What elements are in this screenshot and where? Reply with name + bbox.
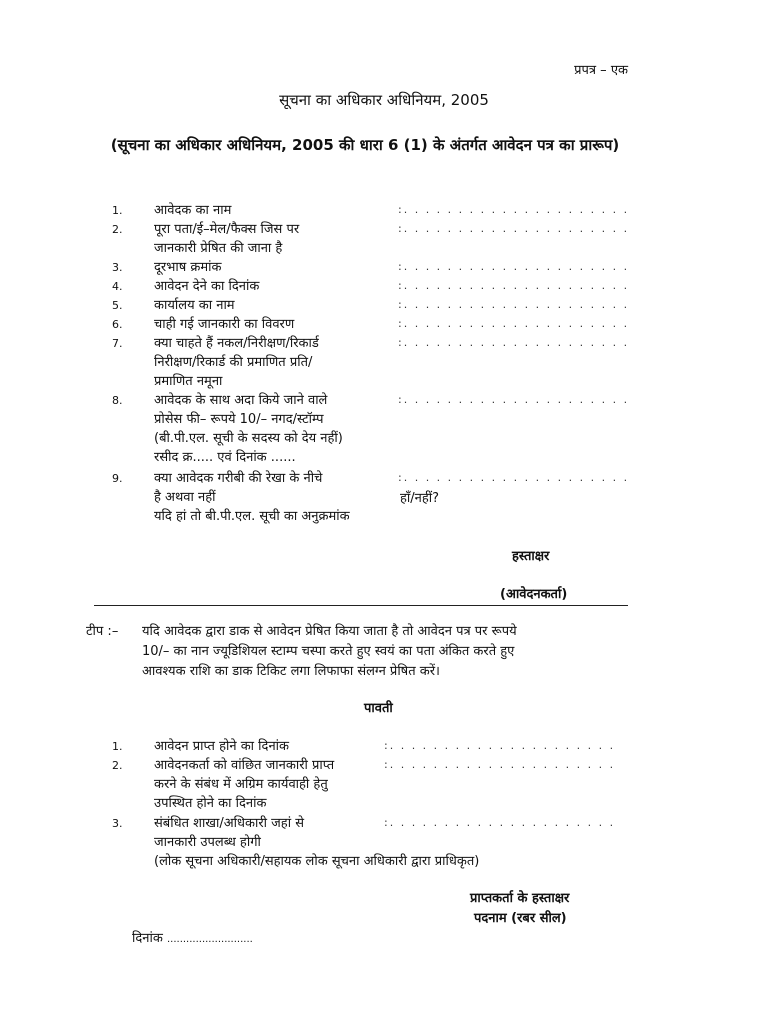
field-number: 8. bbox=[112, 394, 123, 407]
fill-in-dots[interactable]: :. . . . . . . . . . . . . . . . . . . . . bbox=[398, 317, 630, 330]
section-divider bbox=[94, 605, 628, 606]
fill-in-dots[interactable]: :. . . . . . . . . . . . . . . . . . . . . bbox=[398, 260, 630, 273]
field-label: चाही गई जानकारी का विवरण bbox=[154, 317, 295, 332]
fill-in-dots[interactable]: :. . . . . . . . . . . . . . . . . . . . . bbox=[384, 739, 616, 752]
field-number: 3. bbox=[112, 817, 123, 830]
receiver-signature-label: प्राप्तकर्ता के हस्ताक्षर bbox=[470, 891, 570, 906]
form-label: प्रपत्र – एक bbox=[574, 63, 628, 78]
field-number: 4. bbox=[112, 280, 123, 293]
field-number: 5. bbox=[112, 299, 123, 312]
field-label: पूरा पता/ई–मेल/फैक्स जिस पर जानकारी प्रेषित की जाना है bbox=[154, 222, 300, 256]
field-number: 6. bbox=[112, 318, 123, 331]
fill-in-dots[interactable]: :. . . . . . . . . . . . . . . . . . . . . bbox=[384, 758, 616, 771]
field-label: आवेदक के साथ अदा किये जाने वाले प्रोसेस फी– रूपये 10/– नगद/स्टॉम्प (बी.पी.एल. सूची के सदस्य को देय नहीं) रसीद क्र..... एवं दिनांक ...... bbox=[154, 393, 343, 465]
field-label: आवेदक का नाम bbox=[154, 203, 232, 218]
field-label: कार्यालय का नाम bbox=[154, 298, 235, 313]
fill-in-dots[interactable]: :. . . . . . . . . . . . . . . . . . . . . bbox=[398, 222, 630, 235]
field-number: 1. bbox=[112, 204, 123, 217]
field-number: 1. bbox=[112, 740, 123, 753]
designation-label: पदनाम (रबर सील) bbox=[474, 911, 567, 926]
signature-label: हस्ताक्षर bbox=[512, 549, 550, 564]
applicant-label: (आवेदनकर्ता) bbox=[500, 587, 568, 602]
field-label: क्या चाहते हैं नकल/निरीक्षण/रिकार्ड निरीक्षण/रिकार्ड की प्रमाणित प्रति/ प्रमाणित नमूना bbox=[154, 336, 319, 389]
date-line bbox=[132, 928, 253, 946]
receipt-title: पावती bbox=[364, 701, 393, 716]
field-label: क्या आवेदक गरीबी की रेखा के नीचे है अथवा नहीं यदि हां तो बी.पी.एल. सूची का अनुक्रमांक bbox=[154, 471, 350, 524]
field-label: संबंधित शाखा/अधिकारी जहां से जानकारी उपलब्ध होगी (लोक सूचना अधिकारी/सहायक लोक सूचना अधिकारी द्वारा प्राधिकृत) bbox=[154, 816, 480, 869]
field-number: 9. bbox=[112, 472, 123, 485]
field-label: आवेदनकर्ता को वांछित जानकारी प्राप्त करने के संबंध में अग्रिम कार्यवाही हेतु उपस्थित होने का दिनांक bbox=[154, 758, 335, 811]
fill-in-dots[interactable]: :. . . . . . . . . . . . . . . . . . . . . bbox=[398, 298, 630, 311]
field-label: आवेदन देने का दिनांक bbox=[154, 279, 260, 294]
note-text: यदि आवेदक द्वारा डाक से आवेदन प्रेषित किया जाता है तो आवेदन पत्र पर रूपये 10/– का नान ज्यूडिशियल स्टाम्प चस्पा करते हुए स्वयं का पता अंकित करते हुए आवश्यक राशि का डाक टिकिट लगा लिफाफा संलग्न प्रेषित करें। bbox=[142, 624, 517, 679]
date-label: दिनांक bbox=[132, 931, 163, 946]
date-fill-dots[interactable]: ........................... bbox=[166, 934, 253, 945]
field-label: आवेदन प्राप्त होने का दिनांक bbox=[154, 739, 290, 754]
note-prefix: टीप :– bbox=[86, 624, 119, 639]
fill-in-dots[interactable]: :. . . . . . . . . . . . . . . . . . . . . bbox=[398, 471, 630, 484]
document-subtitle: (सूचना का अधिकार अधिनियम, 2005 की धारा 6 (1) के अंतर्गत आवेदन पत्र का प्रारूप) bbox=[110, 136, 620, 154]
fill-in-dots[interactable]: :. . . . . . . . . . . . . . . . . . . . . bbox=[398, 393, 630, 406]
fill-in-dots[interactable]: :. . . . . . . . . . . . . . . . . . . . . bbox=[384, 816, 616, 829]
field-label: दूरभाष क्रमांक bbox=[154, 260, 222, 275]
field-number: 2. bbox=[112, 759, 123, 772]
yes-no-option[interactable]: हाँ/नहीं? bbox=[400, 491, 440, 506]
document-title: सूचना का अधिकार अधिनियम, 2005 bbox=[279, 91, 489, 109]
field-number: 3. bbox=[112, 261, 123, 274]
fill-in-dots[interactable]: :. . . . . . . . . . . . . . . . . . . . . bbox=[398, 336, 630, 349]
fill-in-dots[interactable]: :. . . . . . . . . . . . . . . . . . . . . bbox=[398, 279, 630, 292]
field-number: 2. bbox=[112, 223, 123, 236]
fill-in-dots[interactable]: :. . . . . . . . . . . . . . . . . . . . . bbox=[398, 203, 630, 216]
field-number: 7. bbox=[112, 337, 123, 350]
